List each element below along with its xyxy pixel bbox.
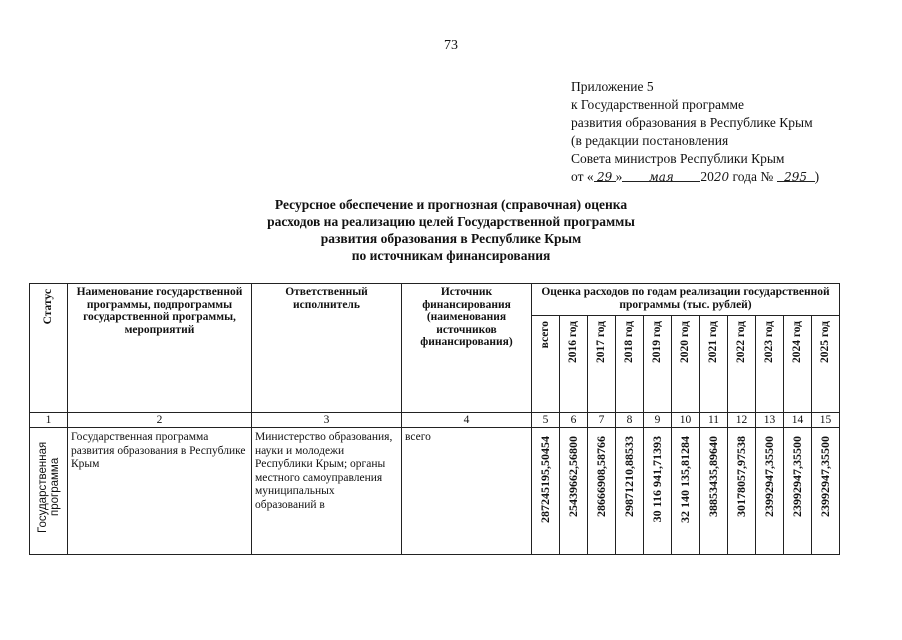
decree-date-line: от « 29 » мая 2020 года № 295 ) [571,169,820,184]
year-label: 2016 год [567,321,580,364]
value-text: 23992947,35500 [790,436,804,517]
row-value [560,428,588,555]
header-executor [252,284,402,413]
row-status-label: Государственная программа [36,441,61,533]
header-executor-label: Ответственный исполнитель [285,286,368,311]
value-text: 25439662,56800 [566,436,580,517]
header-row [30,284,840,316]
header-status [30,284,68,413]
header-year [728,316,756,413]
column-number: 11 [700,413,728,428]
header-year [616,316,644,413]
title-line: Ресурсное обеспечение и прогнозная (справочная) оценка [274,197,628,212]
column-number: 9 [644,413,672,428]
funding-table [29,283,840,555]
value-text: 23992947,35500 [818,436,832,517]
title-line: развития образования в Республике Крым [320,231,582,246]
row-value [532,428,560,555]
value-text: 287245195,50454 [538,436,552,523]
year-label: 2024 год [791,321,804,364]
row-status [30,428,68,555]
document-title [0,196,902,264]
header-estimate [532,284,840,316]
column-number: 15 [812,413,840,428]
header-year [588,316,616,413]
row-value [616,428,644,555]
header-source-label: Источник финансирования (наименования источников финансирования) [420,286,513,348]
decree-number: 295 [784,170,808,184]
row-value [812,428,840,555]
header-year [784,316,812,413]
year-label: 2025 год [819,321,832,364]
column-number-row [30,413,840,428]
year-label: 2020 год [679,321,692,364]
row-value [756,428,784,555]
title-line: расходов на реализацию целей Государственной программы [267,214,635,229]
date-middle: года № [729,169,777,184]
header-year [560,316,588,413]
header-name [68,284,252,413]
column-number: 1 [30,413,68,428]
header-estimate-label: Оценка расходов по годам реализации государственной программы (тыс. рублей) [541,286,830,311]
row-value [728,428,756,555]
row-value [644,428,672,555]
year-label: 2023 год [763,321,776,364]
column-number: 7 [588,413,616,428]
column-number: 10 [672,413,700,428]
appendix-line: развития образования в Республике Крым [571,115,813,130]
value-text: 30178057,97538 [734,436,748,517]
row-value [700,428,728,555]
title-line: по источникам финансирования [351,248,551,263]
column-number: 12 [728,413,756,428]
value-text: 28666908,58766 [594,436,608,517]
table-row [30,428,840,555]
date-suffix: ) [814,169,820,184]
year-label: 2022 год [735,321,748,364]
row-executor: Министерство образования, науки и молодежи Республики Крым; органы местного самоуправления муниципальных образований в [252,428,402,555]
header-year [644,316,672,413]
column-number: 13 [756,413,784,428]
appendix-line: Приложение 5 [571,79,654,94]
header-year [756,316,784,413]
header-year [672,316,700,413]
column-number: 4 [402,413,532,428]
column-number: 3 [252,413,402,428]
date-prefix: от « [571,169,594,184]
header-year [532,316,560,413]
column-number: 8 [616,413,644,428]
header-source [402,284,532,413]
year-label: 2017 год [595,321,608,364]
row-name: Государственная программа развития образования в Республике Крым [68,428,252,555]
header-status-label: Статус [42,289,55,325]
row-value [784,428,812,555]
header-name-label: Наименование государственной программы, подпрограммы государственной программы, мероприятий [76,286,243,336]
year-label: 2018 год [623,321,636,364]
value-text: 29871210,88533 [622,436,636,517]
value-text: 23992947,35500 [762,436,776,517]
appendix-line: Совета министров Республики Крым [571,151,785,166]
appendix-line: к Государственной программе [571,97,745,112]
header-year [812,316,840,413]
date-month: мая [648,170,674,184]
header-year [700,316,728,413]
year-label: всего [539,321,552,349]
date-year-end: 20 [713,170,730,184]
page-number: 73 [444,38,458,53]
row-source: всего [402,428,532,555]
value-text: 30 116 941,71393 [650,436,664,523]
row-value [672,428,700,555]
date-year-start: 20 [700,169,714,184]
column-number: 5 [532,413,560,428]
column-number: 2 [68,413,252,428]
appendix-block [571,78,819,186]
row-value [588,428,616,555]
value-text: 32 140 135,81284 [678,436,692,523]
year-label: 2021 год [707,321,720,364]
column-number: 14 [784,413,812,428]
year-label: 2019 год [651,321,664,364]
value-text: 38853435,89640 [706,436,720,517]
date-day: 29 [596,170,613,184]
appendix-line: (в редакции постановления [571,133,729,148]
column-number: 6 [560,413,588,428]
